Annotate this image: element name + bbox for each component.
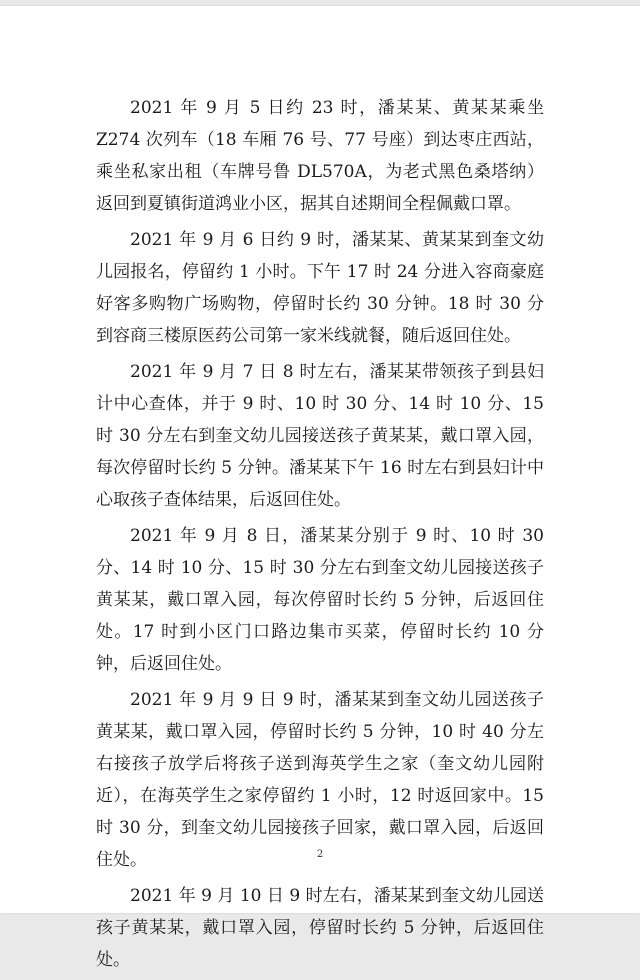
paragraph-sept-10: 2021 年 9 月 10 日 9 时左右，潘某某到奎文幼儿园送孩子黄某某，戴口罩入园，停留时长约 5 分钟，后返回住处。 [96,886,544,970]
paragraph-sept-6: 2021 年 9 月 6 日约 9 时，潘某某、黄某某到奎文幼儿园报名，停留约 1 小时。下午 17 时 24 分进入容商豪庭好客多购物广场购物，停留时长约 30 分钟。18 时 30 分到容商三楼原医药公司第一家米线就餐，随后返回住处。 [96,230,544,346]
paragraph-sept-8: 2021 年 9 月 8 日，潘某某分别于 9 时、10 时 30 分、14 时 10 分、15 时 30 分左右到奎文幼儿园接送孩子黄某某，戴口罩入园，每次停留时长约 5 分钟，后返回住处。17 时到小区门口路边集市买菜，停留时长约 10 分钟，后返回住处。 [96,526,544,674]
page-number: 2 [316,849,324,860]
document-body [96,92,544,980]
paragraph-sept-7: 2021 年 9 月 7 日 8 时左右，潘某某带领孩子到县妇计中心查体，并于 9 时、10 时 30 分、14 时 10 分、15 时 30 分左右到奎文幼儿园接送孩子黄某某，戴口罩入园，每次停留时长约 5 分钟。潘某某下午 16 时左右到县妇计中心取孩子查体结果，后返回住处。 [96,362,544,510]
paragraph-sept-5: 2021 年 9 月 5 日约 23 时，潘某某、黄某某乘坐 Z274 次列车（18 车厢 76 号、77 号座）到达枣庄西站，乘坐私家出租（车牌号鲁 DL570A，为老式黑色桑塔纳）返回到夏镇街道鸿业小区，据其自述期间全程佩戴口罩。 [96,98,544,214]
paragraph-sept-9: 2021 年 9 月 9 日 9 时，潘某某到奎文幼儿园送孩子黄某某，戴口罩入园，停留时长约 5 分钟，10 时 40 分左右接孩子放学后将孩子送到海英学生之家（奎文幼儿园附近），在海英学生之家停留约 1 小时，12 时返回家中。15 时 30 分，到奎文幼儿园接孩子回家，戴口罩入园，后返回住处。 [96,690,544,870]
document-page [0,6,640,970]
